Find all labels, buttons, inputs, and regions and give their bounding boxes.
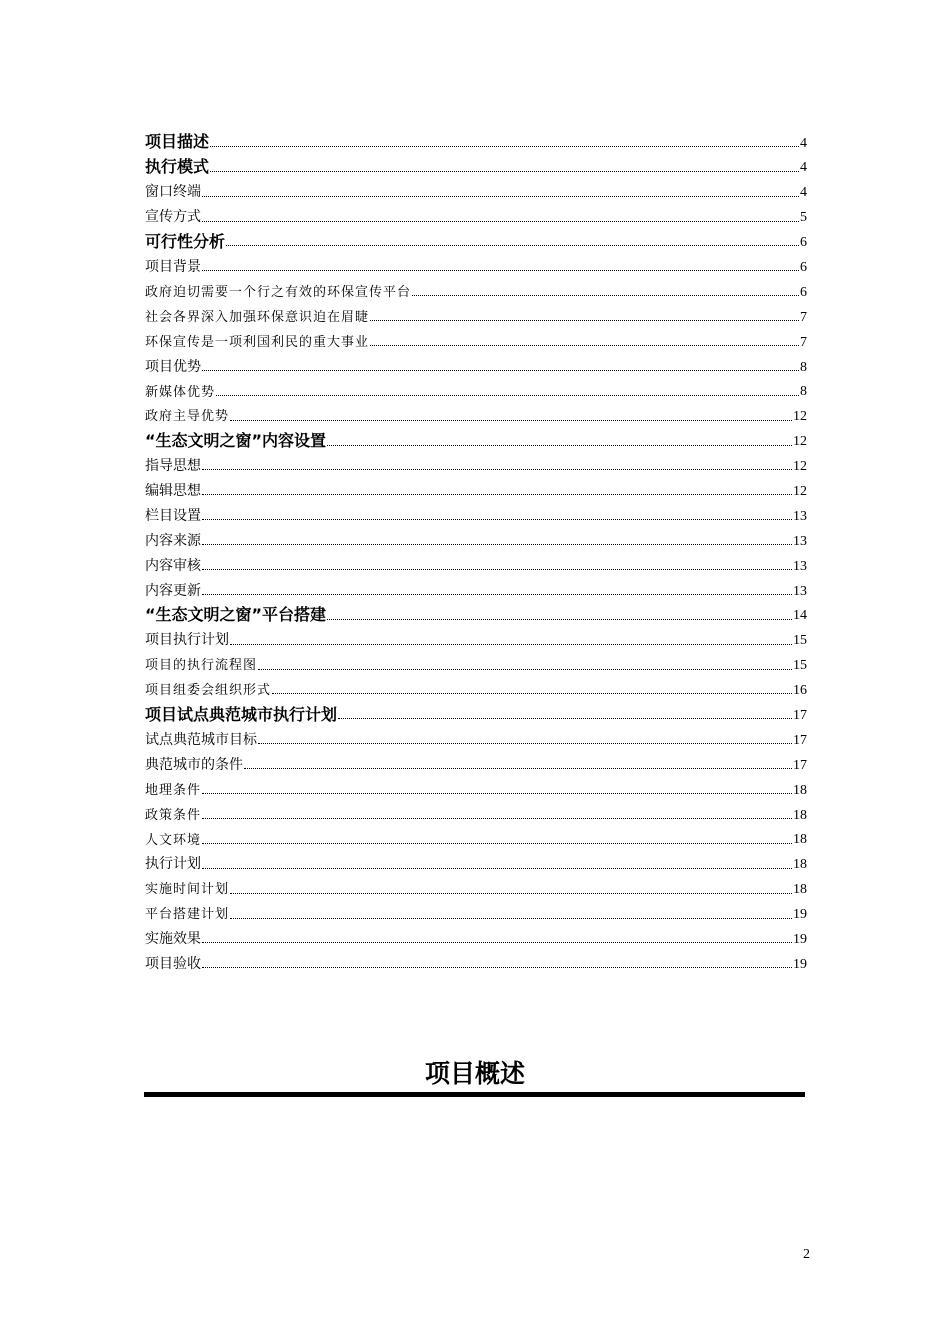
toc-entry-page: 13 bbox=[793, 558, 807, 574]
toc-dot-leader bbox=[202, 942, 792, 943]
toc-entry-page: 18 bbox=[793, 782, 807, 798]
toc-entry-page: 18 bbox=[793, 832, 807, 848]
toc-entry[interactable] bbox=[145, 748, 807, 773]
toc-entry-page: 13 bbox=[793, 508, 807, 524]
toc-entry-title: 内容审核 bbox=[145, 557, 201, 574]
toc-dot-leader bbox=[216, 395, 799, 396]
toc-entry-title: 实施效果 bbox=[145, 931, 201, 947]
toc-dot-leader bbox=[202, 594, 792, 595]
toc-entry-title: 新媒体优势 bbox=[145, 384, 216, 400]
toc-entry-title: 宣传方式 bbox=[145, 209, 201, 226]
toc-entry-title: 项目试点典范城市执行计划 bbox=[145, 704, 338, 724]
toc-dot-leader bbox=[258, 743, 792, 744]
toc-entry-page: 18 bbox=[793, 857, 807, 873]
toc-dot-leader bbox=[210, 171, 799, 172]
toc-dot-leader bbox=[327, 445, 792, 446]
toc-entry[interactable] bbox=[145, 425, 807, 450]
toc-dot-leader bbox=[202, 469, 792, 470]
toc-entry-page: 4 bbox=[800, 135, 807, 151]
toc-entry-title: 栏目设置 bbox=[145, 507, 201, 524]
toc-entry-page: 7 bbox=[800, 309, 807, 325]
toc-entry-title: 指导思想 bbox=[145, 458, 201, 475]
toc-entry[interactable] bbox=[145, 898, 807, 923]
toc-entry[interactable] bbox=[145, 549, 807, 574]
toc-entry-title: 实施时间计划 bbox=[145, 882, 230, 898]
toc-dot-leader bbox=[230, 893, 792, 894]
toc-entry-title: “生态文明之窗”平台搭建 bbox=[145, 605, 327, 625]
toc-entry-title: 项目的执行流程图 bbox=[145, 658, 258, 674]
toc-dot-leader bbox=[244, 768, 792, 769]
toc-entry-title: 项目描述 bbox=[145, 132, 210, 152]
toc-dot-leader bbox=[210, 146, 799, 147]
toc-entry[interactable] bbox=[145, 873, 807, 898]
toc-entry[interactable] bbox=[145, 947, 807, 972]
toc-entry[interactable] bbox=[145, 250, 807, 275]
toc-dot-leader bbox=[412, 295, 799, 296]
toc-entry[interactable] bbox=[145, 798, 807, 823]
toc-entry-title: 典范城市的条件 bbox=[145, 756, 243, 773]
toc-dot-leader bbox=[202, 569, 792, 570]
toc-dot-leader bbox=[202, 221, 799, 222]
toc-dot-leader bbox=[230, 918, 792, 919]
toc-entry-title: 社会各界深入加强环保意识迫在眉睫 bbox=[145, 309, 370, 325]
toc-dot-leader bbox=[202, 494, 792, 495]
page-number: 2 bbox=[803, 1247, 810, 1262]
toc-entry[interactable] bbox=[145, 474, 807, 499]
toc-entry-title: 项目背景 bbox=[145, 258, 201, 275]
toc-entry-page: 6 bbox=[800, 259, 807, 275]
toc-entry[interactable] bbox=[145, 450, 807, 475]
toc-dot-leader bbox=[202, 868, 792, 869]
toc-entry[interactable] bbox=[145, 400, 807, 425]
toc-entry[interactable] bbox=[145, 176, 807, 201]
toc-entry-title: 地理条件 bbox=[145, 782, 202, 798]
toc-entry-page: 19 bbox=[793, 956, 807, 972]
toc-entry[interactable] bbox=[145, 325, 807, 350]
toc-entry-page: 18 bbox=[793, 882, 807, 898]
heading-rule bbox=[144, 1092, 805, 1097]
toc-entry-page: 7 bbox=[800, 334, 807, 350]
toc-entry-page: 18 bbox=[793, 807, 807, 823]
toc-entry[interactable] bbox=[145, 723, 807, 748]
toc-dot-leader bbox=[202, 793, 792, 794]
toc-entry[interactable] bbox=[145, 375, 807, 400]
toc-entry-page: 17 bbox=[793, 732, 807, 748]
toc-entry[interactable] bbox=[145, 275, 807, 300]
toc-entry-title: 试点典范城市目标 bbox=[145, 731, 257, 748]
toc-dot-leader bbox=[202, 270, 799, 271]
toc-entry-page: 16 bbox=[793, 683, 807, 699]
toc-entry-title: 项目验收 bbox=[145, 955, 201, 972]
toc-entry-title: 项目执行计划 bbox=[145, 632, 229, 649]
toc-entry[interactable] bbox=[145, 773, 807, 798]
toc-dot-leader bbox=[202, 544, 792, 545]
toc-entry-page: 12 bbox=[793, 459, 807, 475]
toc-entry-title: 政府迫切需要一个行之有效的环保宣传平台 bbox=[145, 284, 412, 300]
toc-dot-leader bbox=[272, 693, 792, 694]
toc-dot-leader bbox=[370, 345, 799, 346]
toc-dot-leader bbox=[258, 669, 792, 670]
toc-entry-title: 人文环境 bbox=[145, 832, 202, 848]
toc-dot-leader bbox=[202, 519, 792, 520]
toc-entry[interactable] bbox=[145, 499, 807, 524]
toc-entry-title: 平台搭建计划 bbox=[145, 907, 230, 923]
toc-entry[interactable] bbox=[145, 226, 807, 251]
toc-dot-leader bbox=[370, 320, 799, 321]
toc-entry-page: 14 bbox=[793, 608, 807, 624]
toc-entry-title: 内容来源 bbox=[145, 532, 201, 549]
toc-entry[interactable] bbox=[145, 649, 807, 674]
toc-entry-page: 12 bbox=[793, 409, 807, 425]
toc-entry-page: 17 bbox=[793, 757, 807, 773]
toc-entry[interactable] bbox=[145, 524, 807, 549]
toc-entry-page: 5 bbox=[800, 210, 807, 226]
toc-entry-page: 19 bbox=[793, 907, 807, 923]
toc-entry-title: 政策条件 bbox=[145, 807, 202, 823]
toc-entry-title: 内容更新 bbox=[145, 582, 201, 599]
toc-entry[interactable] bbox=[145, 201, 807, 226]
toc-entry-title: 项目优势 bbox=[145, 358, 201, 375]
toc-entry[interactable] bbox=[145, 599, 807, 624]
toc-entry[interactable] bbox=[145, 923, 807, 948]
toc-entry-page: 4 bbox=[800, 160, 807, 176]
toc-entry-page: 8 bbox=[800, 359, 807, 375]
toc-entry[interactable] bbox=[145, 126, 807, 151]
toc-entry[interactable] bbox=[145, 674, 807, 699]
toc-entry-title: 政府主导优势 bbox=[145, 409, 230, 425]
toc-dot-leader bbox=[327, 619, 792, 620]
toc-entry-title: 编辑思想 bbox=[145, 482, 201, 499]
toc-entry[interactable] bbox=[145, 823, 807, 848]
toc-entry-title: 执行模式 bbox=[145, 157, 210, 177]
toc-dot-leader bbox=[202, 843, 792, 844]
toc-dot-leader bbox=[202, 818, 792, 819]
toc-entry[interactable] bbox=[145, 698, 807, 723]
toc-entry-title: 项目组委会组织形式 bbox=[145, 683, 272, 699]
toc-entry[interactable] bbox=[145, 624, 807, 649]
toc-entry-page: 12 bbox=[793, 434, 807, 450]
section-heading: 项目概述 bbox=[424, 1059, 525, 1088]
toc-entry-page: 8 bbox=[800, 384, 807, 400]
toc-entry-page: 6 bbox=[800, 235, 807, 251]
table-of-contents bbox=[145, 126, 807, 972]
toc-entry-page: 4 bbox=[800, 185, 807, 201]
toc-entry-page: 13 bbox=[793, 533, 807, 549]
toc-entry-title: “生态文明之窗”内容设置 bbox=[145, 430, 327, 450]
toc-dot-leader bbox=[230, 644, 792, 645]
toc-dot-leader bbox=[202, 196, 799, 197]
toc-entry-page: 15 bbox=[793, 658, 807, 674]
toc-entry[interactable] bbox=[145, 574, 807, 599]
toc-dot-leader bbox=[202, 967, 792, 968]
toc-entry-page: 12 bbox=[793, 483, 807, 499]
toc-entry-title: 执行计划 bbox=[145, 856, 201, 873]
toc-dot-leader bbox=[230, 420, 792, 421]
toc-entry-page: 13 bbox=[793, 583, 807, 599]
toc-entry[interactable] bbox=[145, 848, 807, 873]
toc-entry-title: 环保宣传是一项利国利民的重大事业 bbox=[145, 334, 370, 350]
toc-entry[interactable] bbox=[145, 350, 807, 375]
toc-entry-page: 19 bbox=[793, 932, 807, 947]
toc-entry-page: 15 bbox=[793, 633, 807, 649]
toc-dot-leader bbox=[202, 370, 799, 371]
toc-entry-page: 17 bbox=[793, 707, 807, 723]
toc-entry-page: 6 bbox=[800, 284, 807, 300]
toc-entry-title: 窗口终端 bbox=[145, 184, 201, 201]
toc-entry-title: 可行性分析 bbox=[145, 231, 226, 251]
toc-dot-leader bbox=[226, 245, 799, 246]
toc-entry[interactable] bbox=[145, 300, 807, 325]
toc-entry[interactable] bbox=[145, 151, 807, 176]
toc-dot-leader bbox=[338, 718, 792, 719]
